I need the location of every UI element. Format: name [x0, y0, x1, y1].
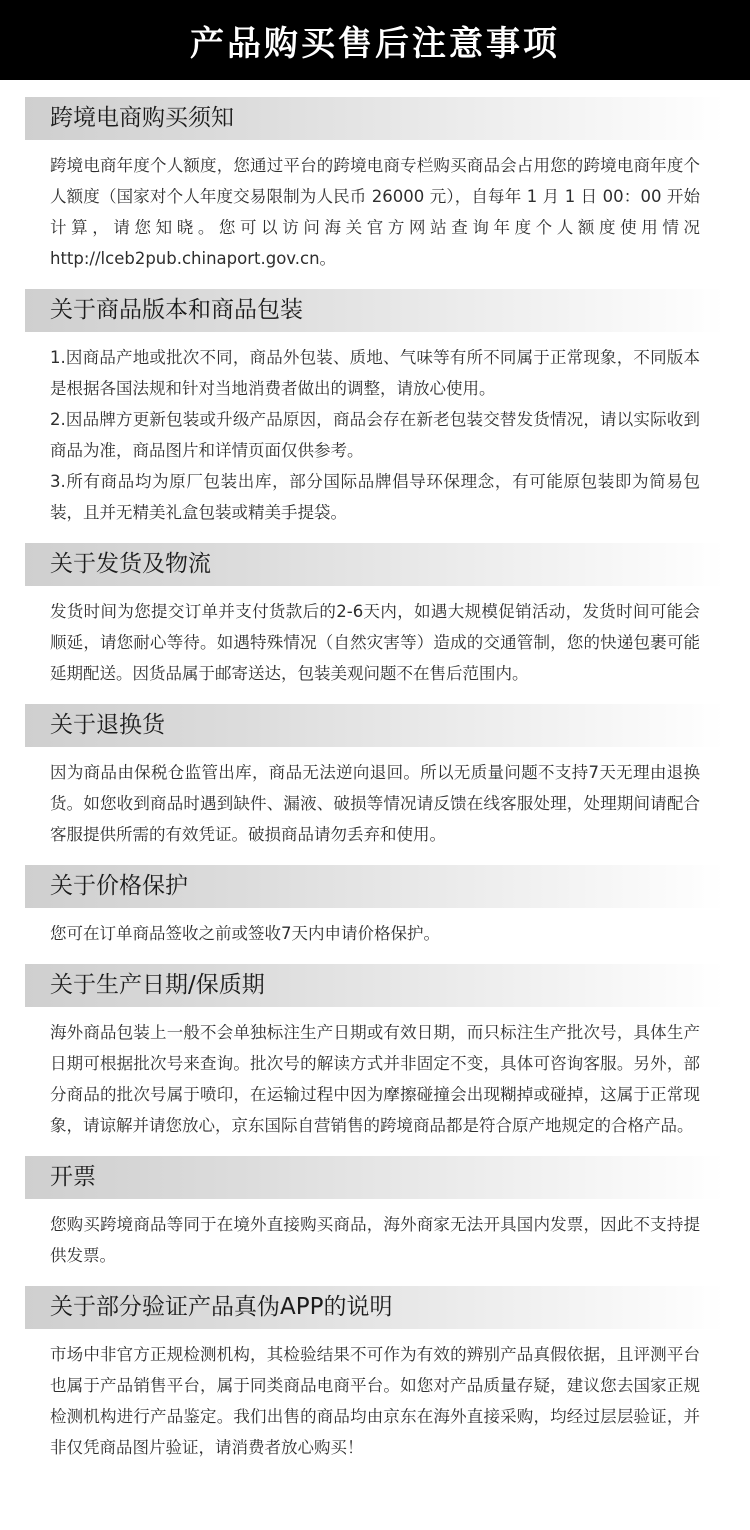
- section-heading: 关于发货及物流: [25, 543, 725, 586]
- section-paragraph: 海外商品包装上一般不会单独标注生产日期或有效日期，而只标注生产批次号，具体生产日期可根据批次号来查询。批次号的解读方式并非固定不变，具体可咨询客服。另外，部分商品的批次号属于喷印，在运输过程中因为摩擦碰撞会出现糊掉或碰掉，这属于正常现象，请谅解并请您放心，京东国际自营销售的跨境商品都是符合原产地规定的合格产品。: [50, 1023, 700, 1135]
- section-version-packaging: [25, 289, 725, 528]
- section-heading: 关于生产日期/保质期: [25, 964, 725, 1007]
- section-heading: 关于部分验证产品真伪APP的说明: [25, 1286, 725, 1329]
- section-heading: 开票: [25, 1156, 725, 1199]
- section-paragraph: 2.因品牌方更新包装或升级产品原因，商品会存在新老包装交替发货情况，请以实际收到商品为准，商品图片和详情页面仅供参考。: [50, 410, 700, 460]
- section-returns: [25, 704, 725, 850]
- section-paragraph: 您可在订单商品签收之前或签收7天内申请价格保护。: [50, 924, 440, 943]
- section-authenticity-apps: [25, 1286, 725, 1463]
- section-shipping-logistics: [25, 543, 725, 689]
- section-paragraph: 3.所有商品均为原厂包装出库，部分国际品牌倡导环保理念，有可能原包装即为简易包装，且并无精美礼盒包装或精美手提袋。: [50, 472, 700, 522]
- section-cross-border-notice: [25, 97, 725, 274]
- section-body: [25, 586, 725, 689]
- section-paragraph: 您购买跨境商品等同于在境外直接购买商品，海外商家无法开具国内发票，因此不支持提供发票。: [50, 1215, 700, 1265]
- notice-sections: [0, 97, 750, 1463]
- section-paragraph: 因为商品由保税仓监管出库，商品无法逆向退回。所以无质量问题不支持7天无理由退换货。如您收到商品时遇到缺件、漏液、破损等情况请反馈在线客服处理，处理期间请配合客服提供所需的有效凭证。破损商品请勿丢弃和使用。: [50, 763, 700, 844]
- section-body: [25, 1199, 725, 1271]
- page-title: 产品购买售后注意事项: [0, 0, 750, 80]
- section-body: [25, 747, 725, 850]
- section-production-date: [25, 964, 725, 1141]
- section-paragraph: 市场中非官方正规检测机构，其检验结果不可作为有效的辨别产品真假依据，且评测平台也属于产品销售平台，属于同类商品电商平台。如您对产品质量存疑，建议您去国家正规检测机构进行产品鉴定。我们出售的商品均由京东在海外直接采购，均经过层层验证，并非仅凭商品图片验证，请消费者放心购买！: [50, 1345, 700, 1457]
- section-body: [25, 140, 725, 274]
- section-invoice: [25, 1156, 725, 1271]
- section-paragraph: 跨境电商年度个人额度，您通过平台的跨境电商专栏购买商品会占用您的跨境电商年度个人额度（国家对个人年度交易限制为人民币 26000 元），自每年 1 月 1 日 00：00 开始计算，请您知晓。您可以访问海关官方网站查询年度个人额度使用情况 http://lceb2pub.chinaport.gov.cn。: [50, 156, 700, 268]
- section-paragraph: 发货时间为您提交订单并支付货款后的2-6天内，如遇大规模促销活动，发货时间可能会顺延，请您耐心等待。如遇特殊情况（自然灾害等）造成的交通管制，您的快递包裹可能延期配送。因货品属于邮寄送达，包装美观问题不在售后范围内。: [50, 602, 700, 683]
- section-body: [25, 908, 725, 949]
- section-body: [25, 1007, 725, 1141]
- section-body: [25, 1329, 725, 1463]
- section-heading: 关于价格保护: [25, 865, 725, 908]
- section-heading: 关于商品版本和商品包装: [25, 289, 725, 332]
- section-heading: 跨境电商购买须知: [25, 97, 725, 140]
- section-body: [25, 332, 725, 528]
- section-paragraph: 1.因商品产地或批次不同，商品外包装、质地、气味等有所不同属于正常现象，不同版本是根据各国法规和针对当地消费者做出的调整，请放心使用。: [50, 348, 700, 398]
- section-price-protection: [25, 865, 725, 949]
- section-heading: 关于退换货: [25, 704, 725, 747]
